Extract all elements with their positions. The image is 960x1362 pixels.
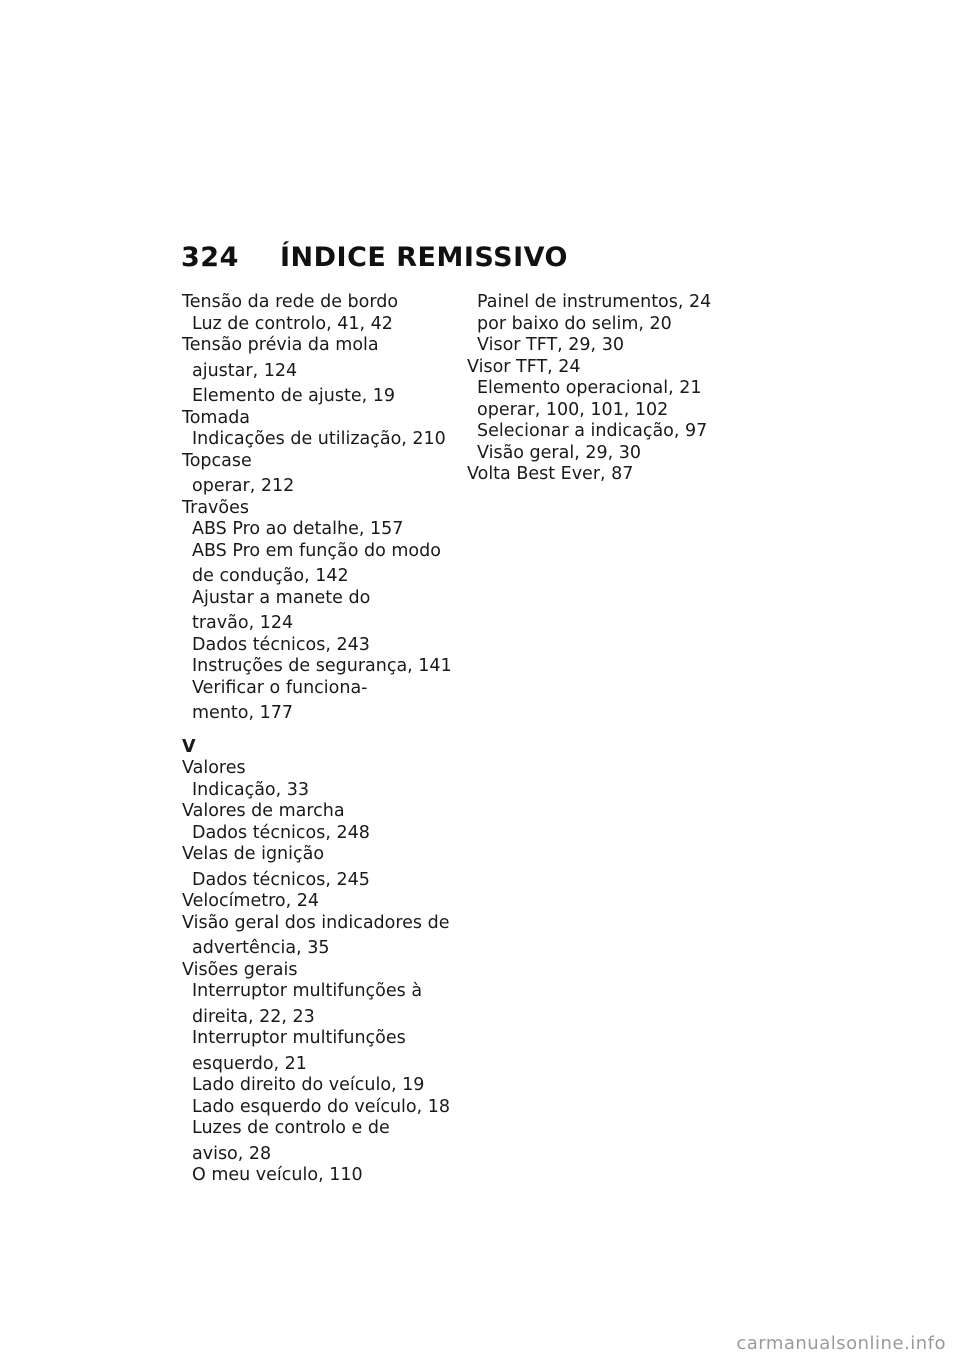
index-subentry: aviso, 28	[192, 1143, 272, 1164]
page-title: ÍNDICE REMISSIVO	[280, 242, 569, 273]
index-subentry: Painel de instrumentos, 24	[477, 292, 712, 312]
index-subentry: por baixo do selim, 20	[477, 313, 672, 334]
index-subentry: travão, 124	[192, 613, 294, 633]
index-subentry: ABS Pro em função do modo	[192, 540, 441, 561]
watermark: carmanualsonline.info	[736, 1333, 946, 1354]
index-subentry: ABS Pro ao detalhe, 157	[192, 519, 404, 539]
index-subentry: Instruções de segurança, 141	[192, 656, 452, 676]
index-subentry: Dados técnicos, 245	[192, 869, 370, 890]
index-subentry: advertência, 35	[192, 938, 330, 958]
index-entry: Tomada	[182, 407, 251, 428]
index-subentry: Elemento operacional, 21	[477, 378, 702, 398]
index-subentry: mento, 177	[192, 703, 294, 723]
index-subentry: direita, 22, 23	[192, 1006, 315, 1027]
section-letter: V	[182, 736, 196, 757]
index-entry: Visor TFT, 24	[467, 356, 581, 377]
index-entry: Valores	[182, 758, 246, 778]
index-entry: Velocímetro, 24	[182, 891, 320, 911]
index-subentry: operar, 100, 101, 102	[477, 399, 669, 420]
index-entry: Volta Best Ever, 87	[467, 464, 634, 484]
index-subentry: Visão geral, 29, 30	[477, 442, 642, 463]
index-column-right	[467, 292, 727, 486]
index-entry: Valores de marcha	[182, 801, 345, 821]
index-subentry: Luzes de controlo e de	[192, 1118, 390, 1138]
index-subentry: Luz de controlo, 41, 42	[192, 313, 393, 334]
index-subentry: Interruptor multifunções	[192, 1028, 406, 1048]
index-subentry: Verificar o funciona-	[192, 677, 368, 698]
index-subentry: ajustar, 124	[192, 360, 298, 381]
index-subentry: Indicação, 33	[192, 779, 310, 800]
index-entry: Topcase	[182, 450, 252, 471]
index-entry: Travões	[182, 497, 249, 518]
index-subentry: Selecionar a indicação, 97	[477, 421, 708, 441]
index-subentry: Elemento de ajuste, 19	[192, 386, 395, 406]
index-subentry: O meu veículo, 110	[192, 1165, 363, 1185]
index-entry: Visão geral dos indicadores de	[182, 912, 450, 933]
index-entry: Visões gerais	[182, 959, 298, 980]
index-entry: Tensão prévia da mola	[182, 335, 379, 355]
page-header	[181, 242, 568, 273]
index-subentry: esquerdo, 21	[192, 1053, 307, 1074]
index-subentry: Dados técnicos, 248	[192, 822, 370, 843]
index-subentry: de condução, 142	[192, 566, 349, 586]
index-subentry: Interruptor multifunções à	[192, 981, 423, 1001]
index-subentry: Ajustar a manete do	[192, 587, 371, 608]
index-subentry: operar, 212	[192, 476, 295, 496]
index-column-left	[182, 292, 457, 1187]
index-entry: Velas de ignição	[182, 844, 325, 864]
index-subentry: Indicações de utilização, 210	[192, 429, 446, 449]
index-subentry: Lado esquerdo do veículo, 18	[192, 1096, 451, 1117]
index-subentry: Dados técnicos, 243	[192, 634, 370, 655]
page-number: 324	[181, 242, 239, 273]
index-subentry: Visor TFT, 29, 30	[477, 335, 624, 355]
index-subentry: Lado direito do veículo, 19	[192, 1075, 425, 1095]
index-entry: Tensão da rede de bordo	[182, 292, 399, 312]
